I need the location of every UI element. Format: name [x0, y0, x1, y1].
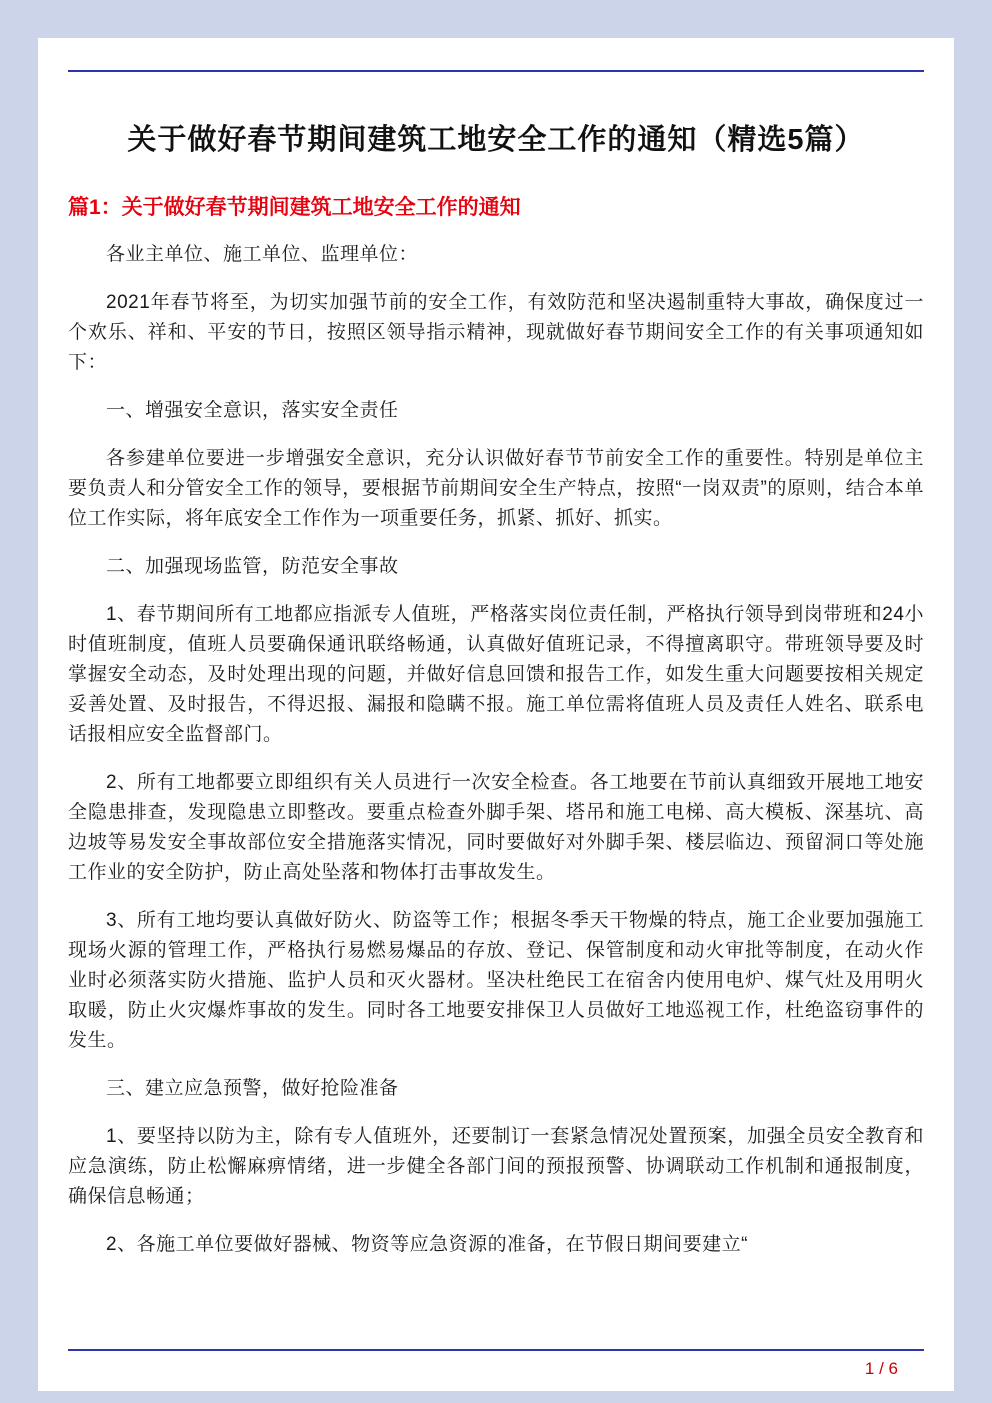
paragraph: 各业主单位、施工单位、监理单位： — [106, 244, 419, 265]
top-rule — [68, 70, 924, 72]
paragraph: 三、建立应急预警，做好抢险准备 — [106, 1078, 399, 1099]
paragraph: 3、所有工地均要认真做好防火、防盗等工作；根据冬季天干物燥的特点，施工企业要加强施工现场火源的管理工作，严格执行易燃易爆品的存放、登记、保管制度和动火审批等制度，在动火作业时必须落实防火措施、监护人员和灭火器材。坚决杜绝民工在宿舍内使用电炉、煤气灶及用明火取暖，防止火灾爆炸事故的发生。同时各工地要安排保卫人员做好工地巡视工作，杜绝盗窃事件的发生。 — [68, 910, 924, 1051]
page-number: 1 / 6 — [864, 1359, 898, 1378]
page-footer — [68, 1349, 924, 1379]
paragraph: 2021年春节将至，为切实加强节前的安全工作，有效防范和坚决遏制重特大事故，确保度过一个欢乐、祥和、平安的节日，按照区领导指示精神，现就做好春节期间安全工作的有关事项通知如下： — [68, 292, 924, 373]
paragraph: 1、春节期间所有工地都应指派专人值班，严格落实岗位责任制，严格执行领导到岗带班和24小时值班制度，值班人员要确保通讯联络畅通，认真做好值班记录，不得擅离职守。带班领导要及时掌握安全动态，及时处理出现的问题，并做好信息回馈和报告工作，如发生重大问题要按相关规定妥善处置、及时报告，不得迟报、漏报和隐瞒不报。施工单位需将值班人员及责任人姓名、联系电话报相应安全监督部门。 — [68, 604, 924, 745]
paragraph: 二、加强现场监管，防范安全事故 — [106, 556, 399, 577]
paragraph: 2、各施工单位要做好器械、物资等应急资源的准备，在节假日期间要建立“ — [106, 1234, 748, 1255]
section-heading: 篇1：关于做好春节期间建筑工地安全工作的通知 — [68, 196, 521, 219]
bottom-rule — [68, 1349, 924, 1351]
paragraph: 一、增强安全意识，落实安全责任 — [106, 400, 399, 421]
paragraph: 各参建单位要进一步增强安全意识，充分认识做好春节节前安全工作的重要性。特别是单位主要负责人和分管安全工作的领导，要根据节前期间安全生产特点，按照“一岗双责”的原则，结合本单位工作实际，将年底安全工作作为一项重要任务，抓紧、抓好、抓实。 — [68, 448, 924, 529]
paragraph: 1、要坚持以防为主，除有专人值班外，还要制订一套紧急情况处置预案，加强全员安全教育和应急演练，防止松懈麻痹情绪，进一步健全各部门间的预报预警、协调联动工作机制和通报制度，确保信息畅通； — [68, 1126, 924, 1207]
document-body — [68, 240, 924, 1260]
document-page — [38, 38, 954, 1391]
paragraph: 2、所有工地都要立即组织有关人员进行一次安全检查。各工地要在节前认真细致开展地工地安全隐患排查，发现隐患立即整改。要重点检查外脚手架、塔吊和施工电梯、高大模板、深基坑、高边坡等易发安全事故部位安全措施落实情况，同时要做好对外脚手架、楼层临边、预留洞口等处施工作业的安全防护，防止高处坠落和物体打击事故发生。 — [68, 772, 924, 883]
document-content — [38, 38, 954, 1260]
document-title: 关于做好春节期间建筑工地安全工作的通知（精选5篇） — [127, 124, 865, 156]
